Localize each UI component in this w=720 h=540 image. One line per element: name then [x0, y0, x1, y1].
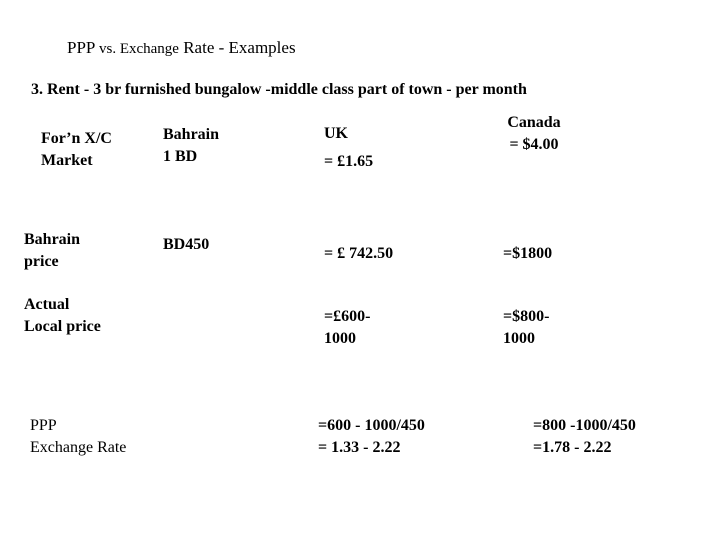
row-actual-price-label-line2: Local price [24, 318, 101, 335]
row-ppp-rate-label-line2: Exchange Rate [30, 439, 127, 456]
header-bahrain [163, 124, 219, 168]
header-row-label-line2: Market [41, 152, 93, 169]
header-uk [324, 120, 373, 176]
row-ppp-rate-canada-line2: =1.78 - 2.22 [533, 439, 612, 456]
row-ppp-rate-canada [533, 415, 636, 459]
header-bahrain-line2: 1 BD [163, 148, 198, 165]
row-actual-price-uk-line2: 1000 [324, 330, 356, 347]
header-uk-line2: = £1.65 [324, 153, 374, 170]
row-bahrain-price-bahrain: BD450 [163, 236, 210, 253]
row-actual-price-uk-line1: =£600- [324, 308, 371, 325]
row-bahrain-price-canada: =$1800 [503, 245, 553, 262]
row-bahrain-price-label [24, 229, 80, 273]
header-row-label-line1: For’n X/C [41, 130, 112, 147]
title-ppp: PPP [67, 38, 95, 57]
header-canada-line2: = $4.00 [509, 136, 559, 153]
header-canada-line1: Canada [507, 114, 561, 131]
header-canada [500, 112, 568, 156]
row-actual-price-label [24, 294, 101, 338]
row-actual-price-label-line1: Actual [24, 296, 70, 313]
row-ppp-rate-label-line1: PPP [30, 417, 57, 434]
header-uk-line1: UK [324, 125, 348, 142]
header-bahrain-line1: Bahrain [163, 126, 220, 143]
row-actual-price-canada-line2: 1000 [503, 330, 535, 347]
row-ppp-rate-canada-line1: =800 -1000/450 [533, 417, 636, 434]
row-ppp-rate-uk [318, 415, 425, 459]
row-actual-price-canada-line1: =$800- [503, 308, 550, 325]
header-row-label [41, 128, 112, 172]
row-bahrain-price-label-line2: price [24, 253, 59, 270]
row-actual-price-uk [324, 306, 370, 350]
row-actual-price-canada [503, 306, 549, 350]
title-rate-examples: Rate - Examples [183, 38, 296, 57]
page-title [67, 37, 296, 60]
title-vs-exchange: vs. Exchange [98, 41, 179, 57]
row-bahrain-price-uk: = £ 742.50 [324, 245, 394, 262]
example-subtitle: 3. Rent - 3 br furnished bungalow -middle class part of town - per month [31, 81, 527, 98]
row-ppp-rate-uk-line2: = 1.33 - 2.22 [318, 439, 401, 456]
row-bahrain-price-label-line1: Bahrain [24, 231, 81, 248]
row-ppp-rate-uk-line1: =600 - 1000/450 [318, 417, 425, 434]
row-ppp-rate-label [30, 415, 126, 459]
